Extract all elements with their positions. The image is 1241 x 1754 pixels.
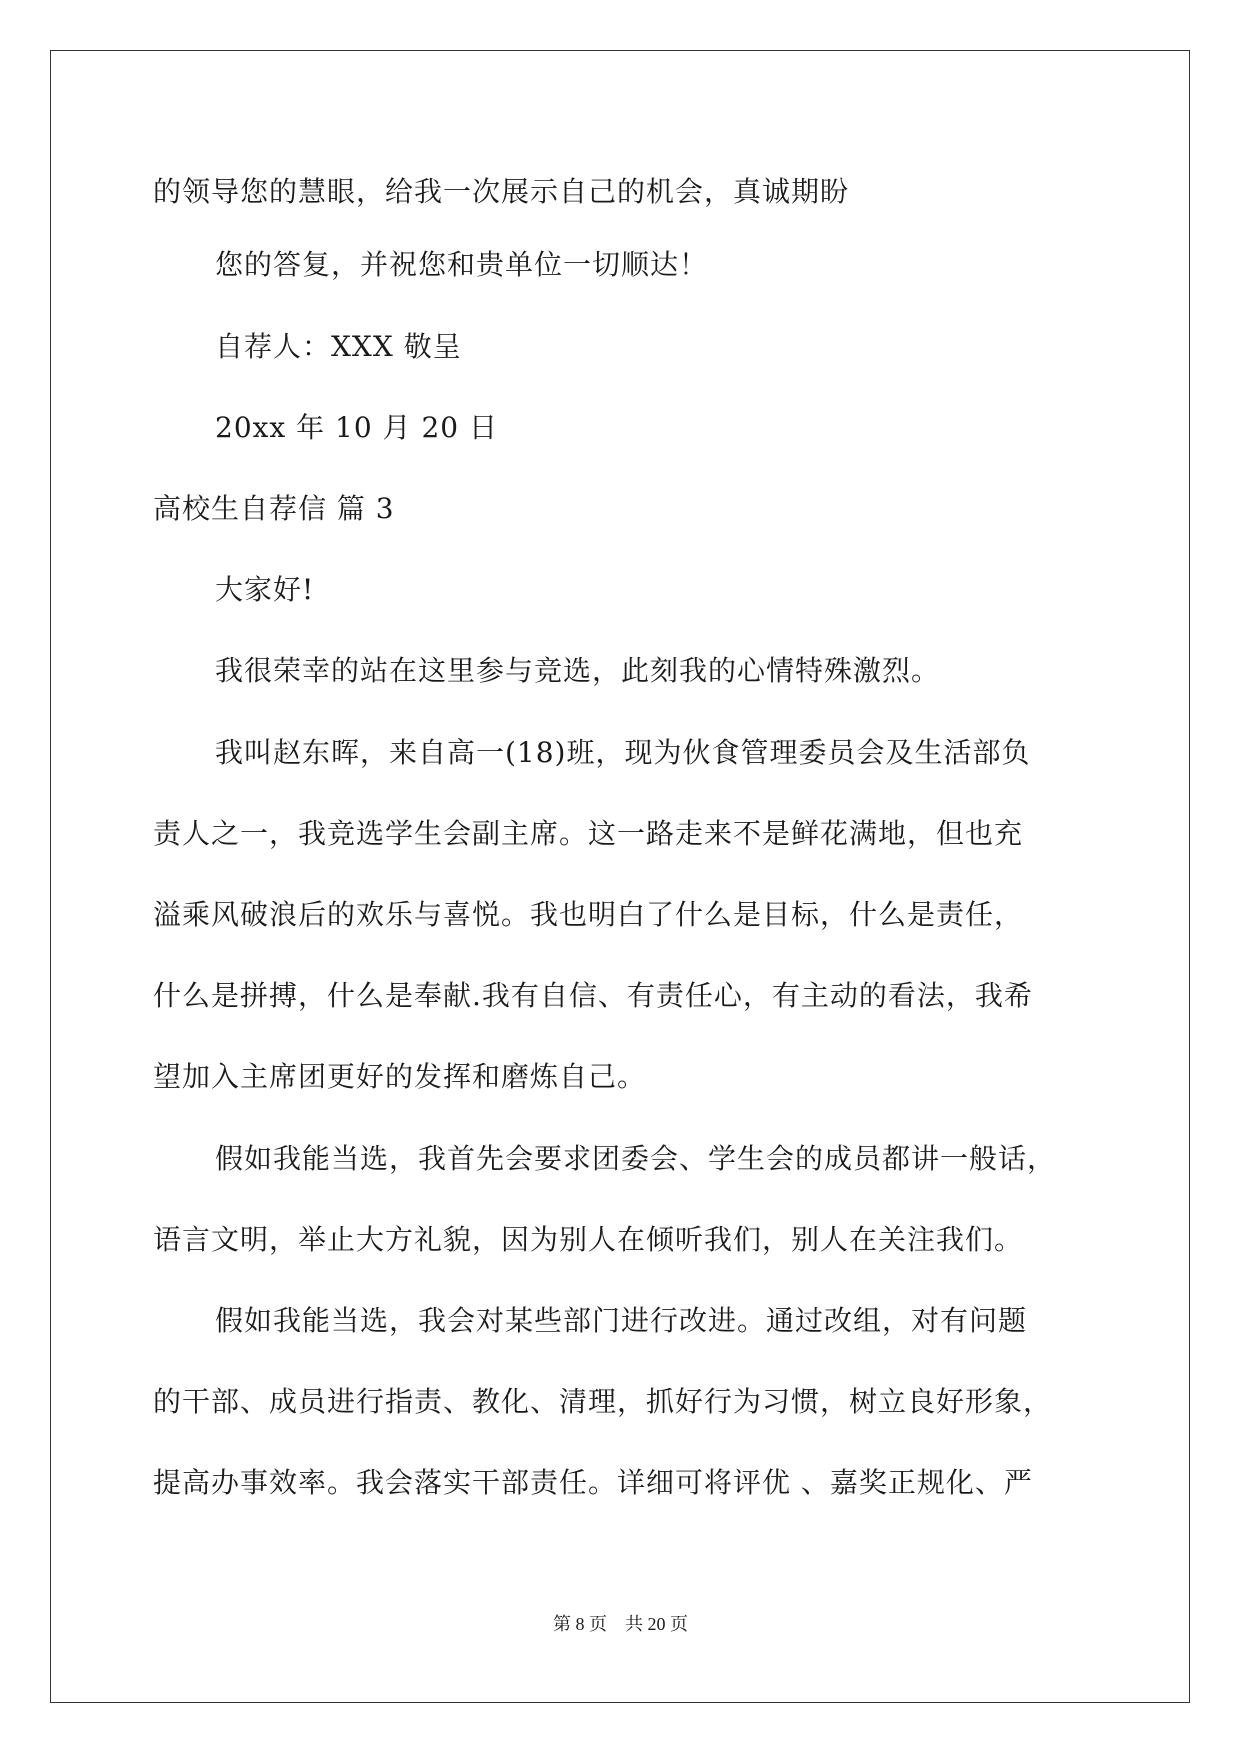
signature-line: 自荐人：XXX 敬呈 [215,330,462,363]
text-line: 提高办事效率。我会落实干部责任。详细可将评优 、嘉奖正规化、严 [153,1466,1033,1499]
page-border [50,50,1190,1703]
page-number: 第 8 页 共 20 页 [553,1614,688,1634]
text-line: 您的答复，并祝您和贵单位一切顺达！ [215,248,709,281]
text-line: 我很荣幸的站在这里参与竞选，此刻我的心情特殊激烈。 [215,654,941,687]
text-line: 语言文明，举止大方礼貌，因为别人在倾听我们，别人在关注我们。 [153,1223,1024,1256]
section-heading: 高校生自荐信 篇 3 [153,492,395,525]
text-line: 的干部、成员进行指责、教化、清理，抓好行为习惯，树立良好形象， [153,1385,1053,1418]
text-line: 的领导您的慧眼，给我一次展示自己的机会，真诚期盼 [153,175,850,208]
text-line: 责人之一，我竞选学生会副主席。这一路走来不是鲜花满地，但也充 [153,817,1024,850]
text-line: 望加入主席团更好的发挥和磨炼自己。 [153,1060,647,1093]
text-line: 什么是拼搏，什么是奉献.我有自信、有责任心，有主动的看法，我希 [153,979,1033,1012]
date-line: 20xx 年 10 月 20 日 [215,411,498,444]
text-line: 假如我能当选，我会对某些部门进行改进。通过改组，对有问题 [215,1304,1028,1337]
greeting-line: 大家好! [215,573,315,606]
text-line: 我叫赵东晖，来自高一(18)班，现为伙食管理委员会及生活部负 [215,736,1031,769]
text-line: 假如我能当选，我首先会要求团委会、学生会的成员都讲一般话， [215,1142,1057,1175]
text-line: 溢乘风破浪后的欢乐与喜悦。我也明白了什么是目标，什么是责任， [153,898,1024,931]
